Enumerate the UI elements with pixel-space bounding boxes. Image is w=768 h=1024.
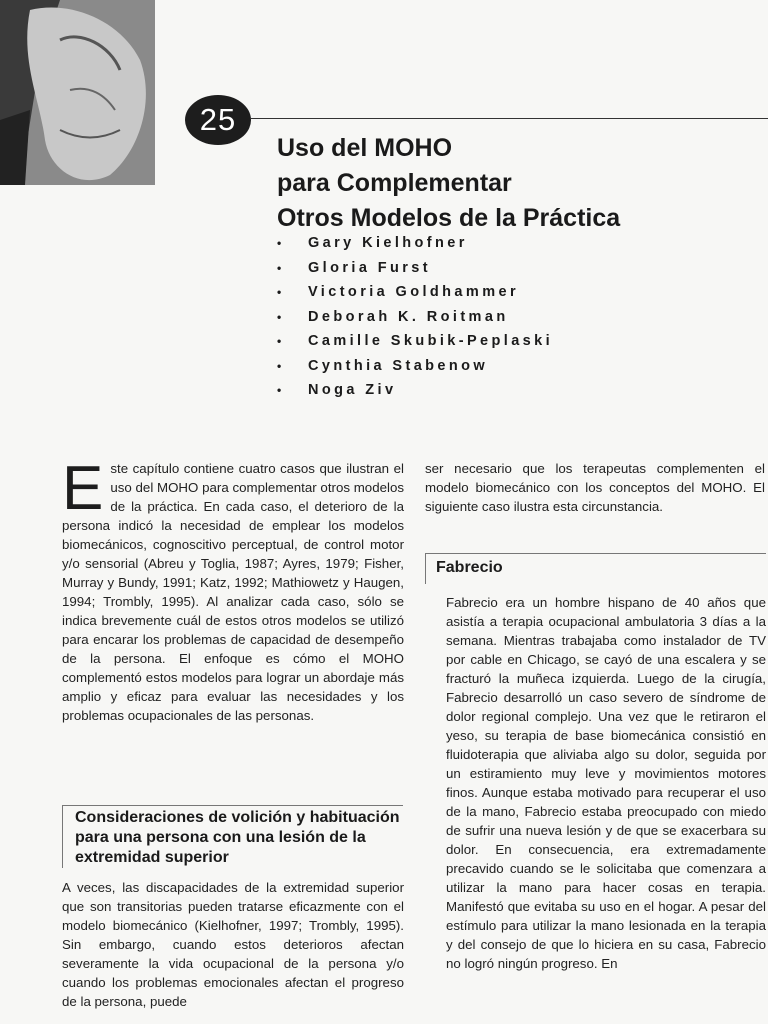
case-heading: Fabrecio bbox=[436, 559, 503, 576]
author-item bbox=[277, 256, 553, 281]
section-heading: Consideraciones de volición y habituación para una persona con una lesión de la extremidad superior bbox=[75, 809, 400, 866]
bullet-icon: • bbox=[277, 383, 282, 398]
header-rule bbox=[250, 118, 768, 119]
section-heading-box bbox=[62, 805, 403, 868]
case-paragraph-block bbox=[446, 593, 766, 973]
author-item bbox=[277, 354, 553, 379]
author-name: Noga Ziv bbox=[308, 382, 397, 399]
intro-paragraph: ste capítulo contiene cuatro casos que ilustran el uso del MOHO para complementar otros modelos de la práctica. En cada caso, el deterioro de la persona indicó la necesidad de emplear los modelos biomecánicos, cognoscitivo perceptual, de control motor y/o sensorial (Abreu y Toglia, 1987; Ayres, 1979; Fisher, Murray y Bundy, 1991; Katz, 1992; Mathiowetz y Haugen, 1994; Trombly, 1995). Al analizar cada caso, sólo se indica brevemente cuál de estos otros modelos se utilizó para encarar los problemas de capacidad de desempeño de la persona. El enfoque es cómo el MOHO complementó estos modelos para lograr un abordaje más amplio y eficaz para evaluar las necesidades y los problemas ocupacionales de las personas. bbox=[62, 461, 404, 723]
author-name: Camille Skubik-Peplaski bbox=[308, 333, 554, 350]
chapter-title bbox=[277, 131, 757, 236]
author-name: Gloria Furst bbox=[308, 259, 431, 276]
bullet-icon: • bbox=[277, 260, 282, 275]
author-item bbox=[277, 280, 553, 305]
author-item bbox=[277, 329, 553, 354]
bullet-icon: • bbox=[277, 285, 282, 300]
author-item bbox=[277, 231, 553, 256]
title-line: para Complementar bbox=[277, 169, 512, 197]
author-name: Cynthia Stabenow bbox=[308, 357, 489, 374]
chapter-number: 25 bbox=[199, 102, 237, 137]
intro-paragraph-block bbox=[62, 454, 404, 725]
right-intro-paragraph: ser necesario que los terapeutas complementen el modelo biomecánico con los conceptos del MOHO. El siguiente caso ilustra esta circunstancia. bbox=[425, 461, 765, 514]
author-name: Gary Kielhofner bbox=[308, 235, 468, 252]
chapter-number-badge bbox=[185, 95, 251, 145]
case-paragraph: Fabrecio era un hombre hispano de 40 años que asistía a terapia ocupacional ambulatoria 3 días a la semana. Mientras trabajaba como instalador de TV por cable en Chicago, se cayó de una escalera y se fracturó la muñeca izquierda. Luego de la cirugía, Fabrecio desarrolló un caso severo de síndrome de dolor regional complejo. Una vez que le retiraron el yeso, su terapia de base biomecánica consistió en fluidoterapia que aliviaba algo su dolor, seguida por un estiramiento muy leve y movimientos motores finos. Aunque estaba motivado para recuperar el uso de la mano, Fabrecio estaba preocupado con miedo de sufrir una nueva lesión y de que se exacerbara su dolor. En consecuencia, era extremadamente precavido cuando se le solicitaba que comenzara a utilizar la mano para hacer cosas en terapia. Manifestó que evitaba su uso en el hogar. A pesar del estímulo para utilizar la mano lesionada en la terapia y del consejo de que lo hiciera en su casa, Fabrecio no logró ningún progreso. En bbox=[446, 595, 766, 971]
bullet-icon: • bbox=[277, 334, 282, 349]
section-paragraph: A veces, las discapacidades de la extremidad superior que son transitorias pueden tratarse eficazmente con el modelo biomecánico (Kielhofner, 1997; Trombly, 1995). Sin embargo, cuando estos deterioros afectan severamente la vida ocupacional de la persona y/o cuando los problemas emocionales afectan el progreso de la persona, puede bbox=[62, 880, 404, 1009]
author-list bbox=[277, 231, 553, 403]
bullet-icon: • bbox=[277, 309, 282, 324]
bullet-icon: • bbox=[277, 358, 282, 373]
author-item bbox=[277, 305, 553, 330]
author-item bbox=[277, 378, 553, 403]
title-line: Otros Modelos de la Práctica bbox=[277, 204, 621, 232]
author-name: Victoria Goldhammer bbox=[308, 284, 519, 301]
case-heading-box bbox=[425, 553, 766, 584]
bullet-icon: • bbox=[277, 236, 282, 251]
chapter-photo bbox=[0, 0, 155, 185]
section-paragraph-block bbox=[62, 878, 404, 1011]
author-name: Deborah K. Roitman bbox=[308, 308, 509, 325]
title-line: Uso del MOHO bbox=[277, 134, 453, 162]
drop-cap: E bbox=[62, 454, 104, 523]
right-intro-block bbox=[425, 459, 765, 516]
